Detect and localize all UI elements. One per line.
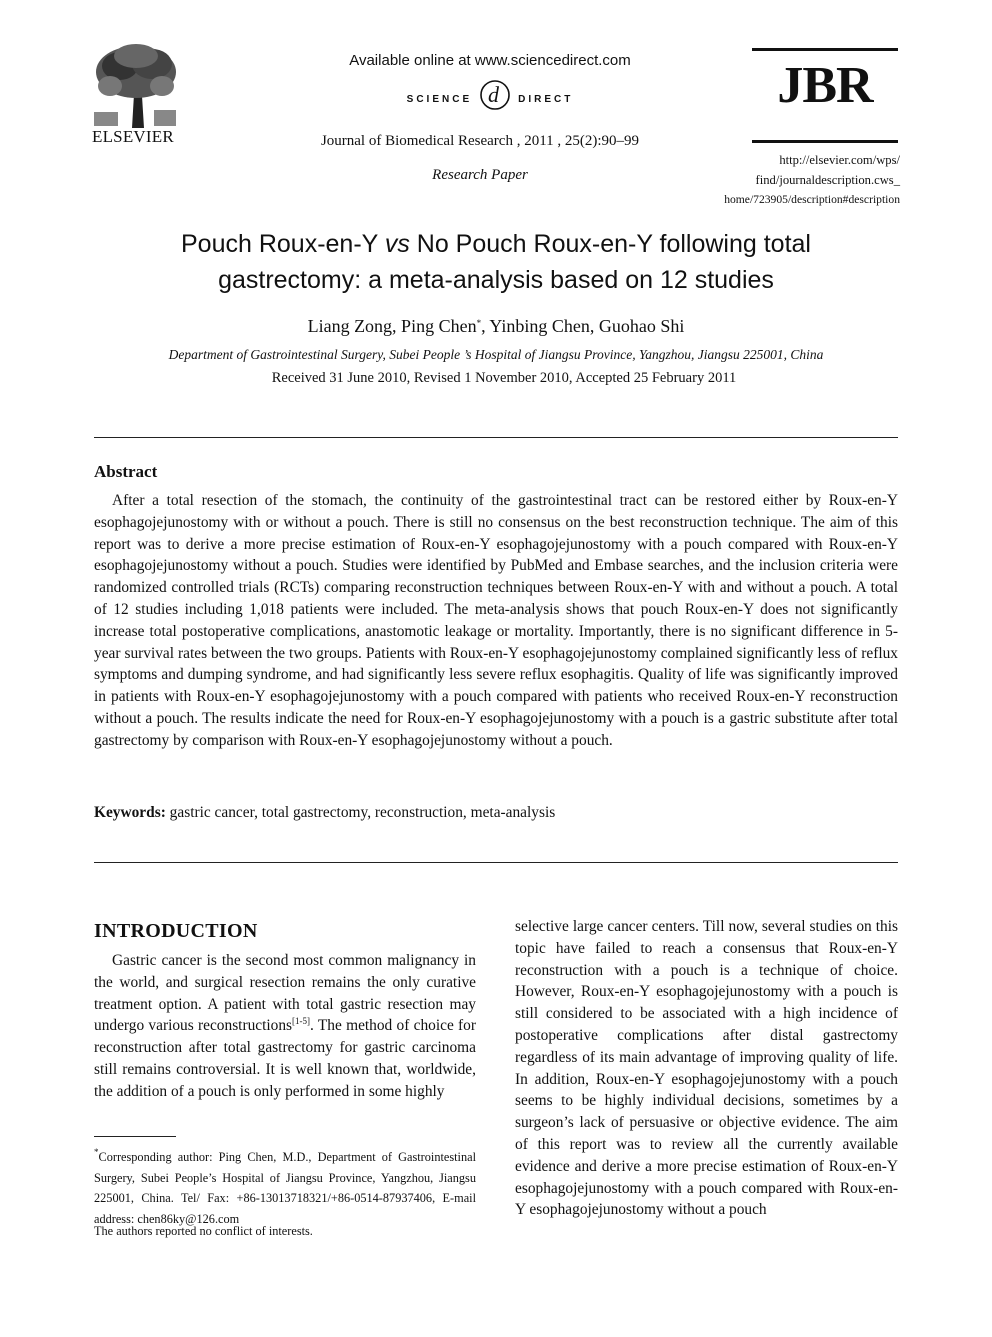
title-part-2: No Pouch Roux-en-Y following total [409,230,811,258]
corresponding-author-footnote [94,1147,476,1229]
authors-part-2: , Yinbing Chen, Guohao Shi [481,316,685,336]
paper-type: Research Paper [432,167,528,183]
keywords [94,804,898,822]
jbr-top-rule [752,48,898,51]
received-dates: Received 31 June 2010, Revised 1 November 2010, Accepted 25 February 2011 [271,370,737,386]
sd-left-text: SCIENCE [406,94,473,105]
paper-title [100,226,892,298]
footnote-mark: * [94,1147,99,1157]
intro-left-part-1: Gastric cancer is the second most common malignancy in the world, and surgical resection remains the only curative treatment option. A patient with total gastric resection may undergo various reconstructions [94,952,476,1035]
introduction-left-column [94,950,476,1103]
title-line-2: gastrectomy: a meta-analysis based on 12 studies [218,266,774,294]
svg-text:d: d [488,82,500,107]
conflict-statement: The authors reported no conflict of interests. [94,1224,313,1238]
divider-top [94,437,898,438]
footnote-rule [94,1136,176,1137]
author-list [100,316,892,337]
introduction-right-column: selective large cancer centers. Till now, several studies on this topic have failed to reach a consensus that Roux-en-Y reconstruction with a pouch is a technique of choice. However, Roux-en-Y esophagojejunostomy with a pouch is still considered to be associated with a high incidence of postoperative complications after distal gastrectomy regardless of its main advantage of improving quality of life. In addition, Roux-en-Y esophagojejunostomy with a pouch seems to be highly individual decisions, sometimes by a surgeon’s lack of persuasive or objective evidence. The aim of this report was to review all the currently available evidence and derive a more precise estimation of Roux-en-Y esophagojejunostomy with a pouch compared with Roux-en-Y esophagojejunostomy without a pouch [515,918,898,1219]
elsevier-tree-logo [90,42,182,130]
title-vs: vs [384,230,410,258]
title-part-1: Pouch Roux-en-Y [181,230,385,258]
corresponding-mark: * [476,318,482,328]
keywords-text: gastric cancer, total gastrectomy, reconstruction, meta-analysis [165,804,556,821]
intro-reference[interactable]: [1-5] [292,1016,311,1027]
available-online-text: Available online at www.sciencedirect.com [349,52,631,69]
abstract-text: After a total resection of the stomach, the continuity of the gastrointestinal tract can be restored either by Roux-en-Y esophagojejunostomy with or without a pouch. There is still no consensus on the best reconstruction technique. The aim of this report was to derive a more precise estimation of Roux-en-Y esophagojejunostomy with a pouch compared with Roux-en-Y esophagojejunostomy without a pouch. Studies were identified by PubMed and Embase searches, and the inclusion criteria were randomized controlled trials (RCTs) comparing reconstruction techniques between Roux-en-Y with and without a pouch. A total of 12 studies including 1,018 patients were included. The meta-analysis shows that pouch Roux-en-Y does not significantly increase total postoperative complications, anastomotic leakage or mortality. Importantly, there is no significant difference in 5-year survival rates between the two groups. Patients with Roux-en-Y esophagojejunostomy complained significantly less of reflux symptoms and dumping syndrome, and had significantly less severe reflux esophagitis. Quality of life was significantly improved in patients with Roux-en-Y esophagojejunostomy with a pouch compared with patients who received Roux-en-Y reconstruction without a pouch. The results indicate the need for Roux-en-Y esophagojejunostomy with a pouch is a gastric substitute after total gastrectomy by comparison with Roux-en-Y esophagojejunostomy without a pouch. [94,492,898,749]
journal-url-line-1[interactable]: http://elsevier.com/wps/ [779,153,900,167]
footnote-text: Corresponding author: Ping Chen, M.D., Department of Gastrointestinal Surgery, Subei People’s Hospital of Jiangsu Province, Yangzhou, Jiangsu 225001, China. Tel/ Fax: +86-13013718321/+86-0514-87937406, E-mail address: chen86ky@126.com [94,1150,476,1226]
keywords-label: Keywords: [94,804,166,821]
sciencedirect-logo [300,78,680,115]
abstract-heading: Abstract [94,462,158,481]
journal-url-line-3[interactable]: home/723905/description#description [724,193,900,206]
journal-logo: JBR [777,57,873,114]
jbr-bottom-rule [752,140,898,143]
journal-url-line-2[interactable]: find/journaldescription.cws_ [755,173,900,187]
divider-bottom [94,862,898,863]
authors-part-1: Liang Zong, Ping Chen [307,316,477,336]
sciencedirect-d-icon [478,78,512,112]
sd-right-text: DIRECT [518,94,574,105]
affiliation: Department of Gastrointestinal Surgery, Subei People ’s Hospital of Jiangsu Province, Yangzhou, Jiangsu 225001, China [168,347,824,362]
journal-citation: Journal of Biomedical Research , 2011 , 25(2):90–99 [320,133,640,149]
intro-left-part-2: . The method of choice for reconstruction after total gastrectomy for gastric carcinoma still remains controversial. It is well known that, worldwide, the addition of a pouch is only performed in some highly [94,1017,477,1100]
introduction-heading: INTRODUCTION [94,920,258,942]
publisher-logo-text: ELSEVIER [92,127,174,146]
